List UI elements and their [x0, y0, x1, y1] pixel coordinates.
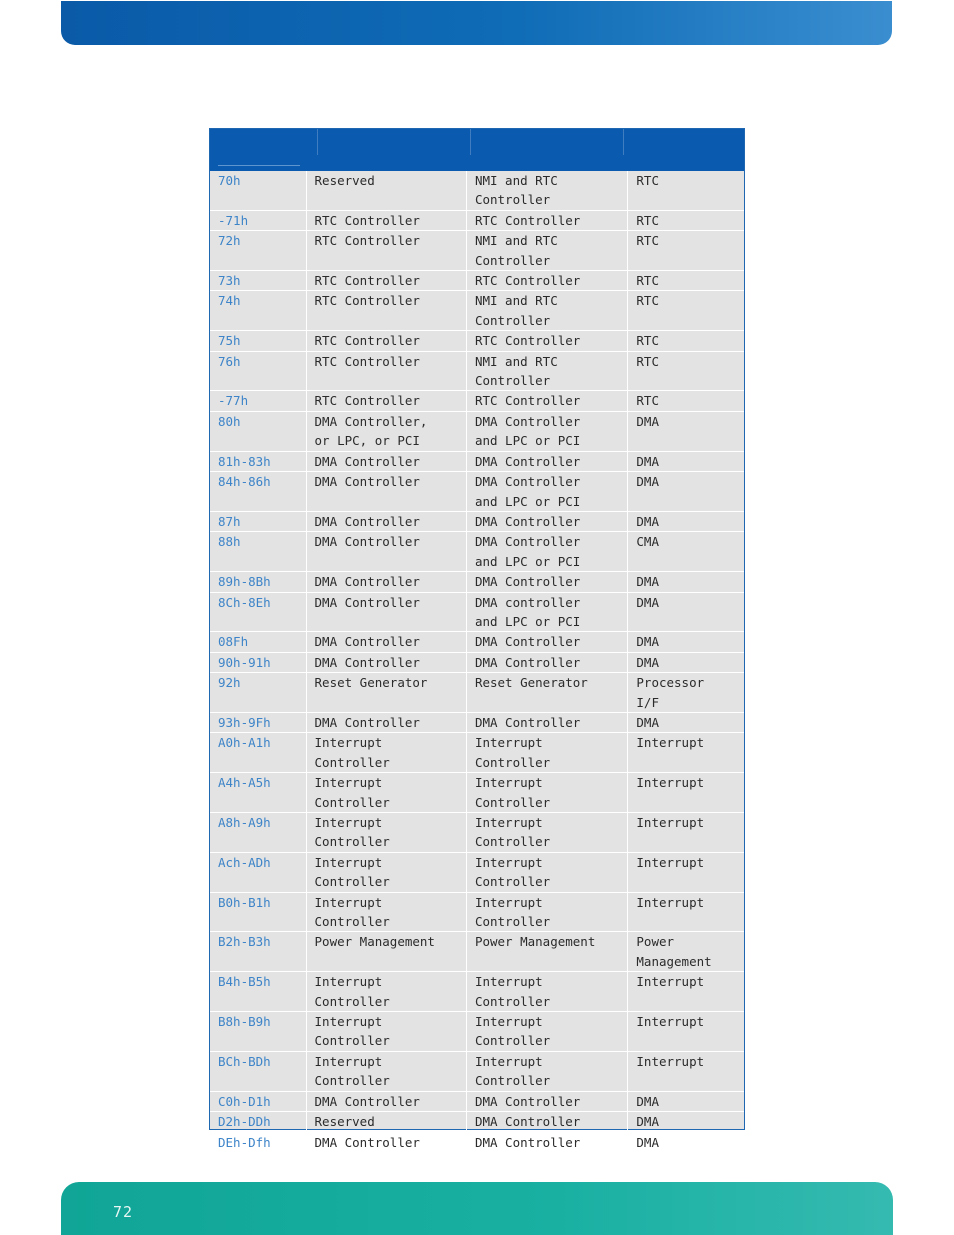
type-cell: DMA — [628, 411, 744, 451]
source-cell: Reset Generator — [466, 673, 627, 713]
io-address-cell: 80h — [210, 411, 306, 451]
source-cell: RTC Controller — [466, 271, 627, 291]
type-cell: Interrupt — [628, 813, 744, 853]
target-cell: RTC Controller — [306, 331, 466, 351]
table-row — [210, 773, 744, 813]
io-address-cell: 88h — [210, 532, 306, 572]
target-cell: DMA Controller — [306, 451, 466, 471]
type-cell: RTC — [628, 231, 744, 271]
table-row — [210, 1012, 744, 1052]
io-address-cell: A0h-A1h — [210, 733, 306, 773]
target-cell: DMA Controller — [306, 652, 466, 672]
io-address-cell: -71h — [210, 210, 306, 230]
io-address-table — [209, 128, 745, 1150]
table-row — [210, 892, 744, 932]
source-cell: DMA Controller — [466, 572, 627, 592]
target-cell: DMA Controller — [306, 532, 466, 572]
type-cell: DMA — [628, 592, 744, 632]
table-row — [210, 712, 744, 732]
source-cell: RTC Controller — [466, 210, 627, 230]
target-cell: RTC Controller — [306, 210, 466, 230]
target-cell: Interrupt Controller — [306, 852, 466, 892]
target-cell: DMA Controller — [306, 592, 466, 632]
header-underline — [218, 165, 300, 166]
type-cell: DMA — [628, 451, 744, 471]
source-cell: DMA Controller and LPC or PCI — [466, 532, 627, 572]
table-row — [210, 592, 744, 632]
type-cell: Interrupt — [628, 1012, 744, 1052]
io-address-cell: A8h-A9h — [210, 813, 306, 853]
io-address-cell: D2h-DDh — [210, 1112, 306, 1132]
source-cell: DMA Controller and LPC or PCI — [466, 411, 627, 451]
target-cell: Interrupt Controller — [306, 972, 466, 1012]
source-cell: NMI and RTC Controller — [466, 231, 627, 271]
io-address-cell: 84h-86h — [210, 472, 306, 512]
target-cell: Reserved — [306, 171, 466, 210]
table-row — [210, 1051, 744, 1091]
table-row — [210, 451, 744, 471]
table-row — [210, 171, 744, 210]
source-cell: RTC Controller — [466, 391, 627, 411]
io-address-cell: 70h — [210, 171, 306, 210]
source-cell: RTC Controller — [466, 331, 627, 351]
header-separator — [470, 129, 471, 155]
type-cell: RTC — [628, 291, 744, 331]
source-cell: DMA Controller and LPC or PCI — [466, 472, 627, 512]
table-row — [210, 210, 744, 230]
source-cell: Interrupt Controller — [466, 1012, 627, 1052]
type-cell: Interrupt — [628, 1051, 744, 1091]
target-cell: RTC Controller — [306, 291, 466, 331]
table-row — [210, 391, 744, 411]
target-cell: RTC Controller — [306, 231, 466, 271]
table-row — [210, 231, 744, 271]
table-row — [210, 673, 744, 713]
target-cell: DMA Controller — [306, 712, 466, 732]
type-cell: RTC — [628, 391, 744, 411]
type-cell: RTC — [628, 331, 744, 351]
header-separator — [623, 129, 624, 155]
io-address-cell: 73h — [210, 271, 306, 291]
type-cell: CMA — [628, 532, 744, 572]
table-row — [210, 291, 744, 331]
table-row — [210, 813, 744, 853]
type-cell: RTC — [628, 271, 744, 291]
target-cell: Interrupt Controller — [306, 1012, 466, 1052]
io-address-cell: BCh-BDh — [210, 1051, 306, 1091]
source-cell: Interrupt Controller — [466, 892, 627, 932]
target-cell: Interrupt Controller — [306, 892, 466, 932]
io-address-cell: C0h-D1h — [210, 1091, 306, 1111]
target-cell: Reset Generator — [306, 673, 466, 713]
target-cell: DMA Controller — [306, 1091, 466, 1111]
source-cell: DMA Controller — [466, 632, 627, 652]
table-row — [210, 1132, 744, 1152]
target-cell: RTC Controller — [306, 271, 466, 291]
type-cell: DMA — [628, 1112, 744, 1132]
table-row — [210, 511, 744, 531]
table-row — [210, 532, 744, 572]
io-address-cell: -77h — [210, 391, 306, 411]
io-address-cell: 08Fh — [210, 632, 306, 652]
type-cell: RTC — [628, 210, 744, 230]
table-row — [210, 852, 744, 892]
io-address-cell: 8Ch-8Eh — [210, 592, 306, 632]
io-address-cell: A4h-A5h — [210, 773, 306, 813]
target-cell: RTC Controller — [306, 391, 466, 411]
type-cell: DMA — [628, 632, 744, 652]
table-row — [210, 271, 744, 291]
target-cell: DMA Controller — [306, 472, 466, 512]
table-row — [210, 972, 744, 1012]
source-cell: NMI and RTC Controller — [466, 171, 627, 210]
io-address-cell: B4h-B5h — [210, 972, 306, 1012]
source-cell: Power Management — [466, 932, 627, 972]
type-cell: Power Management — [628, 932, 744, 972]
table-row — [210, 351, 744, 391]
target-cell: Interrupt Controller — [306, 813, 466, 853]
io-address-cell: 93h-9Fh — [210, 712, 306, 732]
type-cell: Processor I/F — [628, 673, 744, 713]
table-row — [210, 932, 744, 972]
type-cell: DMA — [628, 472, 744, 512]
io-address-cell: 75h — [210, 331, 306, 351]
target-cell: RTC Controller — [306, 351, 466, 391]
source-cell: Interrupt Controller — [466, 852, 627, 892]
type-cell: RTC — [628, 351, 744, 391]
table-row — [210, 632, 744, 652]
table-row — [210, 411, 744, 451]
target-cell: Interrupt Controller — [306, 733, 466, 773]
target-cell: Interrupt Controller — [306, 1051, 466, 1091]
source-cell: Interrupt Controller — [466, 813, 627, 853]
type-cell: Interrupt — [628, 972, 744, 1012]
source-cell: Interrupt Controller — [466, 972, 627, 1012]
source-cell: DMA Controller — [466, 712, 627, 732]
type-cell: DMA — [628, 511, 744, 531]
type-cell: RTC — [628, 171, 744, 210]
source-cell: DMA Controller — [466, 1132, 627, 1152]
table-row — [210, 572, 744, 592]
io-table-body — [210, 171, 744, 1153]
table-row — [210, 1112, 744, 1132]
target-cell: Power Management — [306, 932, 466, 972]
source-cell: DMA Controller — [466, 1112, 627, 1132]
source-cell: NMI and RTC Controller — [466, 291, 627, 331]
target-cell: Reserved — [306, 1112, 466, 1132]
target-cell: DMA Controller, or LPC, or PCI — [306, 411, 466, 451]
target-cell: Interrupt Controller — [306, 773, 466, 813]
type-cell: DMA — [628, 712, 744, 732]
io-address-cell: 74h — [210, 291, 306, 331]
io-address-cell: B8h-B9h — [210, 1012, 306, 1052]
target-cell: DMA Controller — [306, 572, 466, 592]
io-address-cell: DEh-Dfh — [210, 1132, 306, 1152]
table-row — [210, 652, 744, 672]
io-address-cell: 87h — [210, 511, 306, 531]
type-cell: Interrupt — [628, 733, 744, 773]
io-address-cell: 81h-83h — [210, 451, 306, 471]
footer-banner — [61, 1182, 893, 1235]
io-address-cell: B2h-B3h — [210, 932, 306, 972]
source-cell: Interrupt Controller — [466, 773, 627, 813]
io-address-cell: 90h-91h — [210, 652, 306, 672]
io-address-cell: 92h — [210, 673, 306, 713]
type-cell: Interrupt — [628, 892, 744, 932]
page-number: 72 — [113, 1203, 134, 1221]
type-cell: DMA — [628, 1091, 744, 1111]
header-separator — [317, 129, 318, 155]
source-cell: DMA Controller — [466, 1091, 627, 1111]
type-cell: DMA — [628, 652, 744, 672]
table-row — [210, 733, 744, 773]
table-header — [210, 129, 744, 171]
type-cell: Interrupt — [628, 852, 744, 892]
type-cell: Interrupt — [628, 773, 744, 813]
source-cell: DMA Controller — [466, 451, 627, 471]
table-row — [210, 1091, 744, 1111]
io-address-cell: 72h — [210, 231, 306, 271]
target-cell: DMA Controller — [306, 632, 466, 652]
header-banner — [61, 1, 892, 45]
target-cell: DMA Controller — [306, 1132, 466, 1152]
io-address-cell: Ach-ADh — [210, 852, 306, 892]
source-cell: Interrupt Controller — [466, 733, 627, 773]
source-cell: DMA Controller — [466, 511, 627, 531]
type-cell: DMA — [628, 1132, 744, 1152]
type-cell: DMA — [628, 572, 744, 592]
target-cell: DMA Controller — [306, 511, 466, 531]
io-address-cell: B0h-B1h — [210, 892, 306, 932]
io-address-cell: 89h-8Bh — [210, 572, 306, 592]
source-cell: DMA controller and LPC or PCI — [466, 592, 627, 632]
source-cell: DMA Controller — [466, 652, 627, 672]
table-row — [210, 331, 744, 351]
io-address-cell: 76h — [210, 351, 306, 391]
table-row — [210, 472, 744, 512]
source-cell: NMI and RTC Controller — [466, 351, 627, 391]
source-cell: Interrupt Controller — [466, 1051, 627, 1091]
